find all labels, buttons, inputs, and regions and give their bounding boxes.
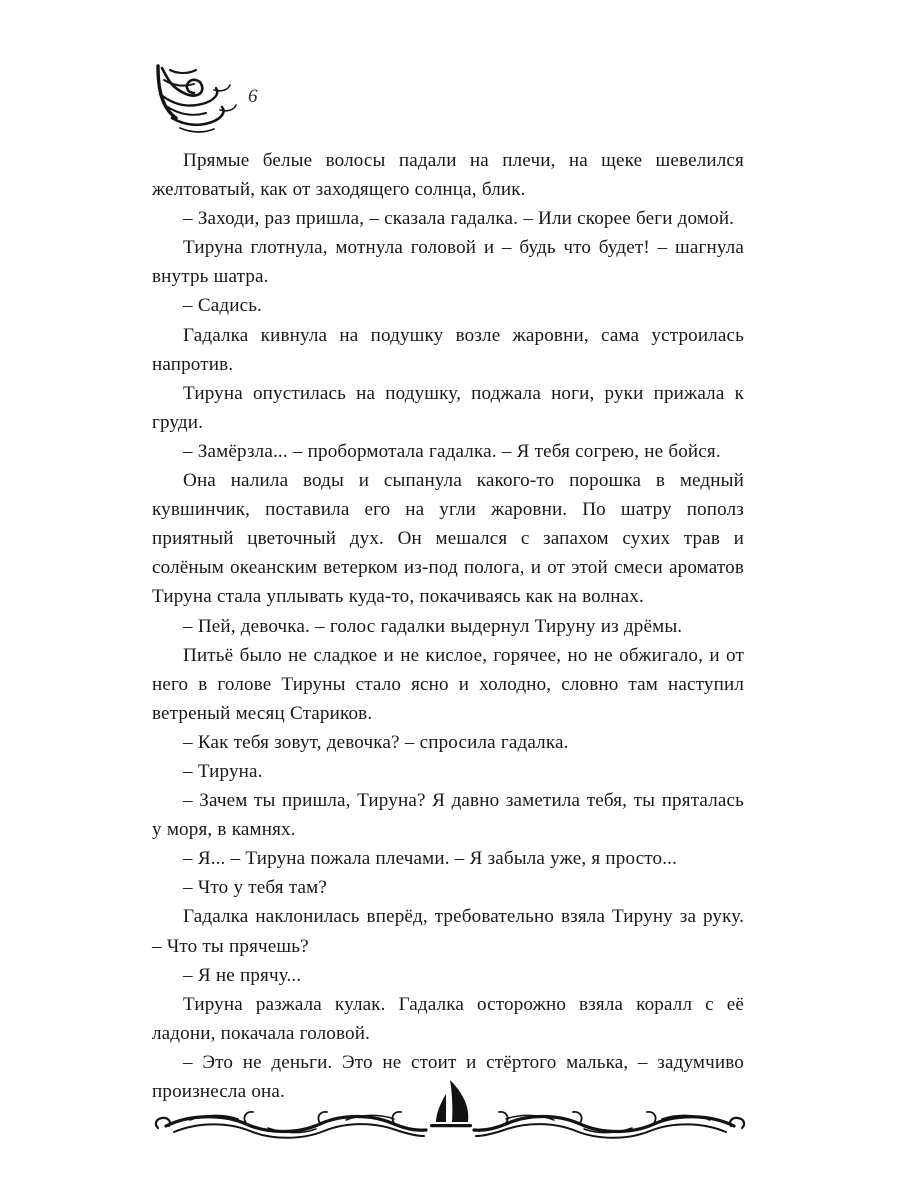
paragraph: – Пей, девочка. – голос гадалки выдернул Тируну из дрёмы. <box>183 615 683 637</box>
paragraph: – Заходи, раз пришла, – сказала гадалка. – Или скорее беги домой. <box>183 208 735 230</box>
paragraph: Тируна опустилась на подушку, поджала ноги, руки прижала к груди. <box>152 382 744 433</box>
paragraph: Прямые белые волосы падали на плечи, на щеке шевелился желтоватый, как от заходящего солнца, блик. <box>152 150 744 201</box>
paragraph: – Я... – Тируна пожала плечами. – Я забыла уже, я просто... <box>183 848 678 870</box>
page-footer <box>150 1076 750 1146</box>
paragraph: – Садись. <box>183 295 262 317</box>
paragraph: Тируна разжала кулак. Гадалка осторожно взяла коралл с её ладони, покачала головой. <box>152 993 744 1044</box>
paragraph: – Зачем ты пришла, Тируна? Я давно заметила тебя, ты пряталась у моря, в камнях. <box>152 790 744 841</box>
paragraph: Гадалка наклонилась вперёд, требовательно взяла Тируну за руку. – Что ты прячешь? <box>152 906 744 957</box>
paragraph: – Замёрзла... – пробормотала гадалка. – Я тебя согрею, не бойся. <box>183 440 721 462</box>
paragraph: – Это не деньги. Это не стоит и стёртого малька, – задумчиво произнесла она. <box>152 1051 744 1102</box>
paragraph: – Что у тебя там? <box>183 877 328 899</box>
paragraph: Питьё было не сладкое и не кислое, горячее, но не обжигало, и от него в голове Тируны стало ясно и холодно, словно там наступил ветреный месяц Стариков. <box>152 644 744 724</box>
page-header <box>152 60 752 144</box>
body-text <box>152 146 744 1106</box>
paragraph: – Я не прячу... <box>183 964 302 986</box>
wave-flourish-ornament <box>152 60 238 140</box>
paragraph: – Как тебя зовут, девочка? – спросила гадалка. <box>183 731 569 753</box>
paragraph: Гадалка кивнула на подушку возле жаровни, сама устроилась напротив. <box>152 324 744 375</box>
sailboat-wave-ornament <box>150 1076 750 1146</box>
page-number: 6 <box>248 86 258 107</box>
paragraph: – Тируна. <box>183 760 263 782</box>
paragraph: Тируна глотнула, мотнула головой и – будь что будет! – шагнула внутрь шатра. <box>152 237 744 288</box>
paragraph: Она налила воды и сыпанула какого-то порошка в медный кувшинчик, поставила его на угли жаровни. По шатру пополз приятный цветочный дух. Он мешался с запахом сухих трав и солёным океанским ветерком из-под полога, и от этой смеси ароматов Тируна стала уплывать куда-то, покачиваясь как на волнах. <box>152 470 744 608</box>
